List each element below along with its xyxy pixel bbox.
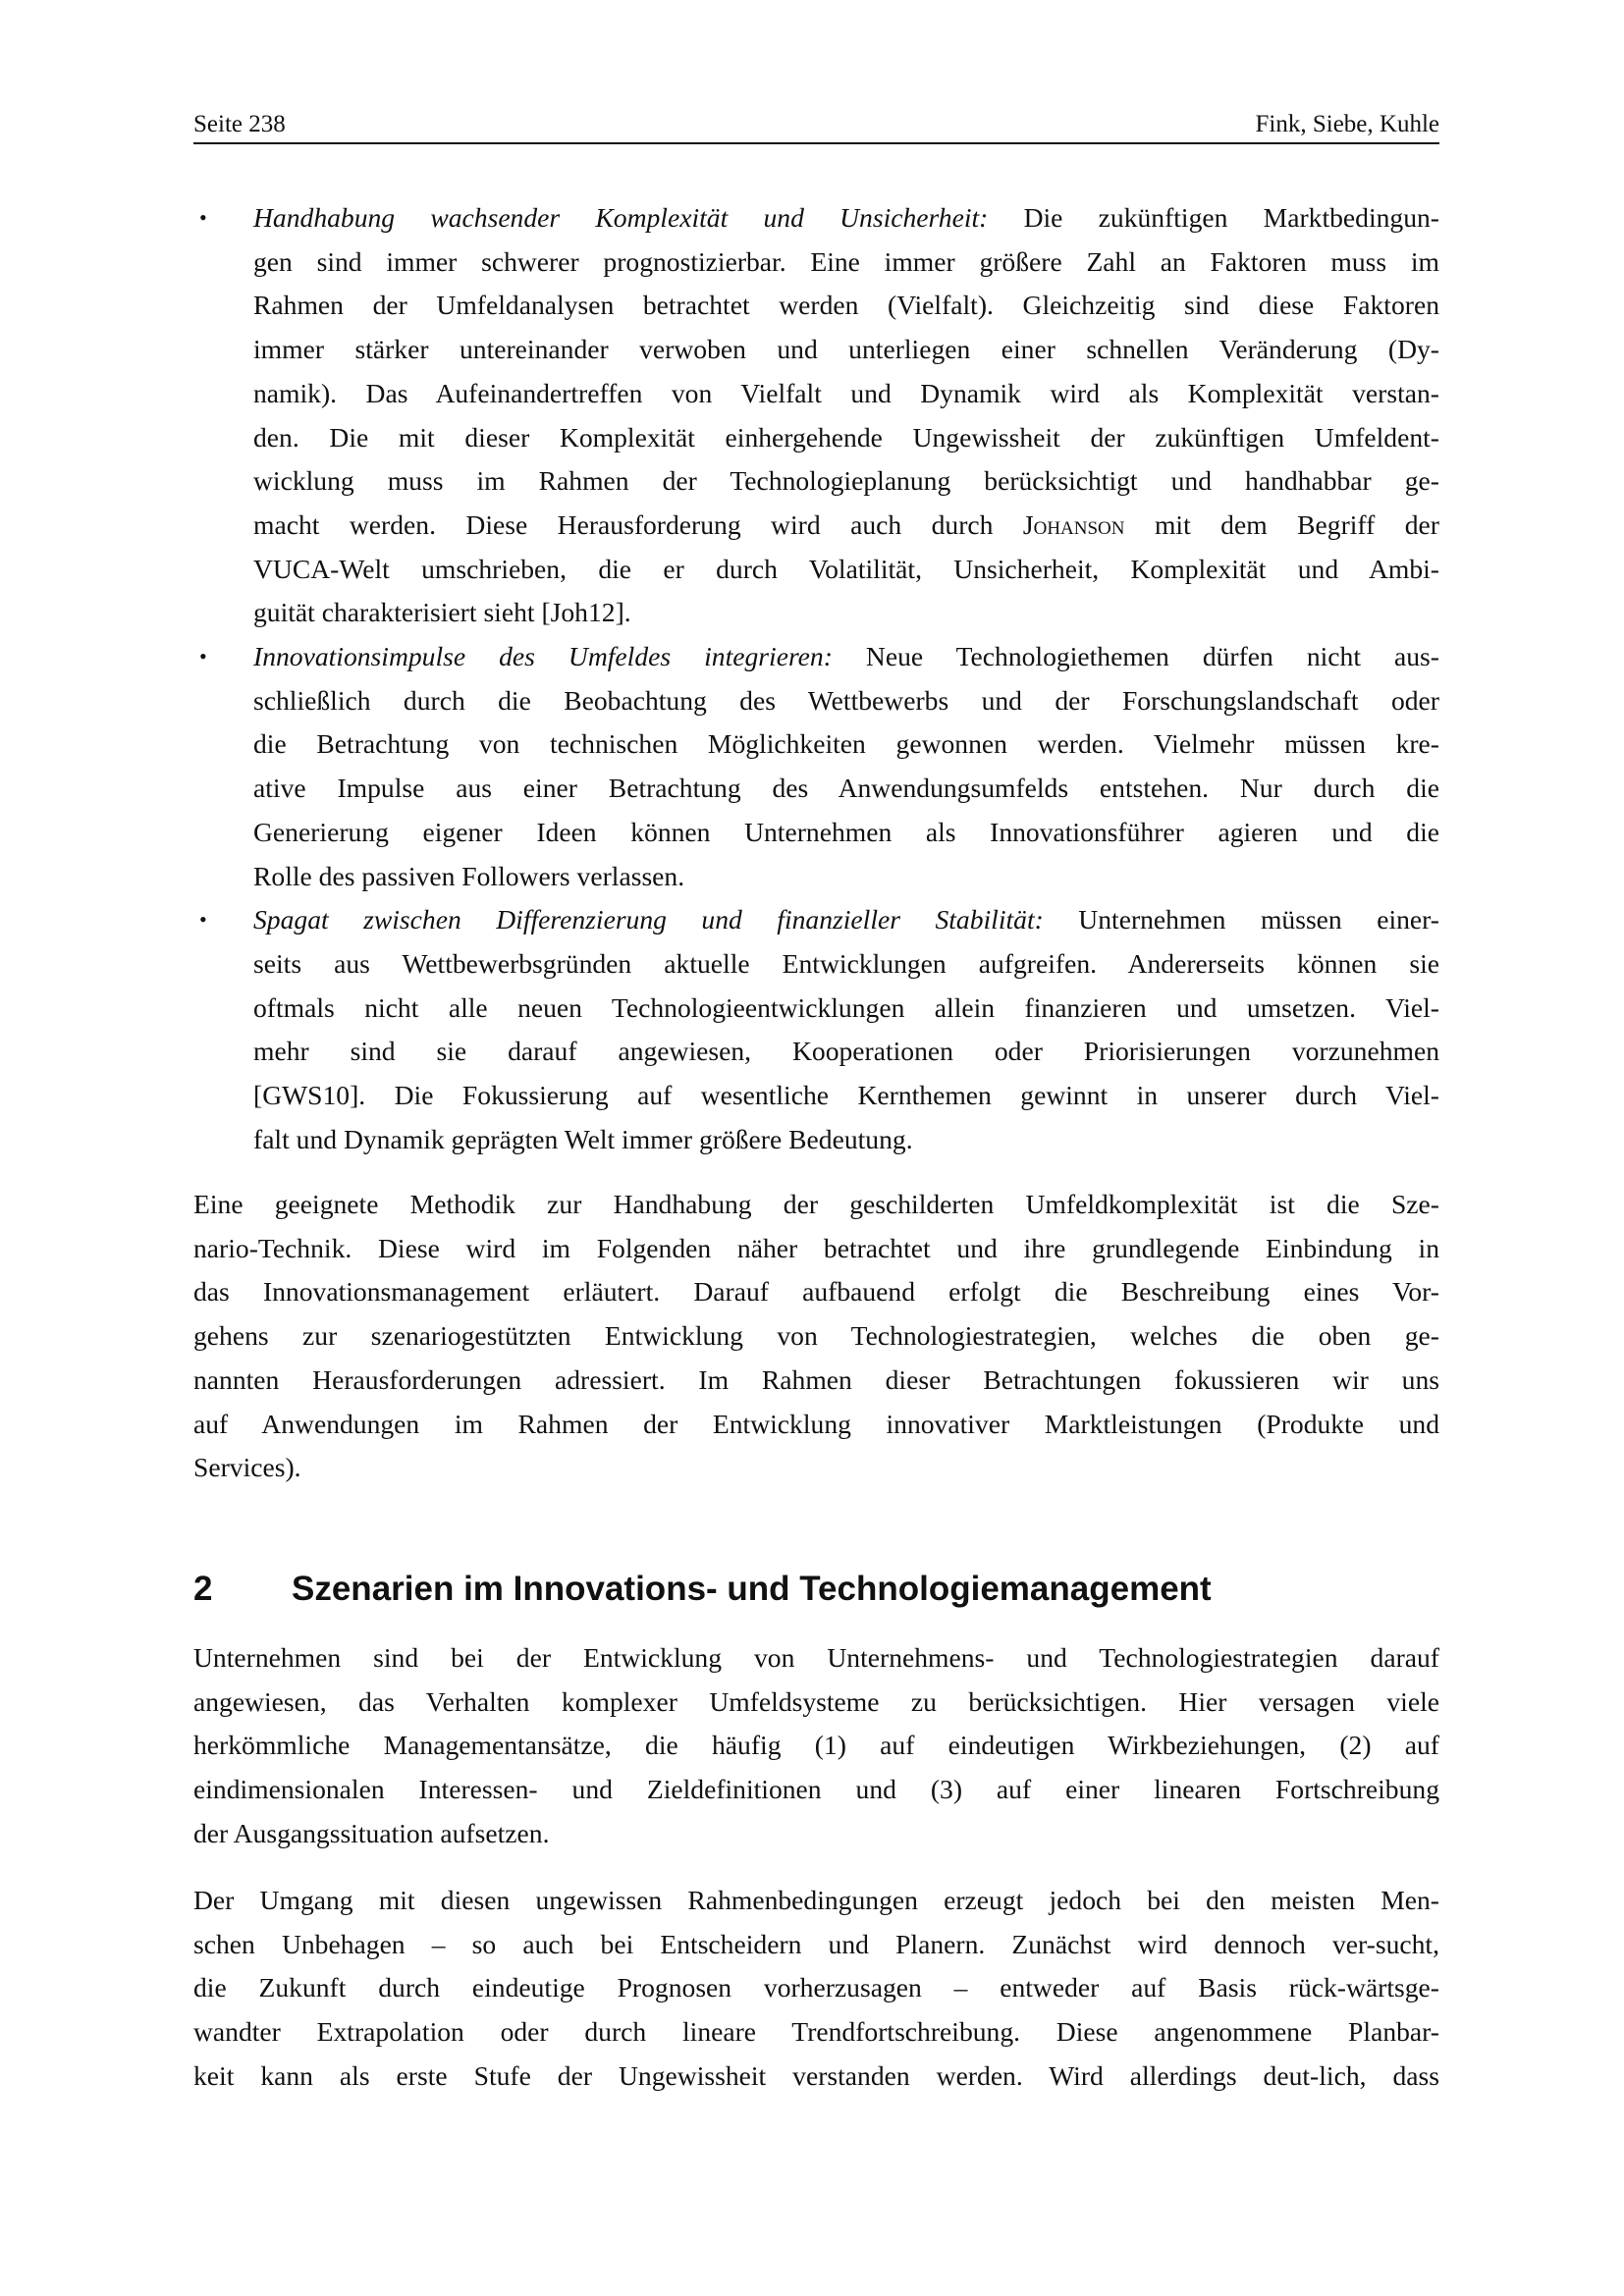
- bullet-icon: •: [199, 644, 207, 669]
- text-line: [253, 504, 1439, 548]
- text: Neue Technologiethemen dürfen nicht aus-: [832, 641, 1439, 672]
- text-line: guität charakterisiert sieht [Joh12].: [253, 597, 631, 628]
- paragraph: [193, 1636, 1439, 1856]
- text-line: oftmals nicht alle neuen Technologieentwicklungen allein finanzieren und umsetzen. Viel-: [253, 991, 1439, 1023]
- text-line: immer stärker untereinander verwoben und unterliegen einer schnellen Veränderung (Dy-: [253, 334, 1439, 365]
- text-line: auf Anwendungen im Rahmen der Entwicklung innovativer Marktleistungen (Produkte und: [193, 1408, 1439, 1439]
- section-heading: [193, 1567, 1212, 1612]
- text-line: Rahmen der Umfeldanalysen betrachtet werden (Vielfalt). Gleichzeitig sind diese Faktoren: [253, 290, 1439, 321]
- text: mit dem Begriff der: [1124, 508, 1439, 540]
- paragraph: [193, 1879, 1439, 2099]
- text-line: [253, 635, 1439, 679]
- text-line: herkömmliche Managementansätze, die häufig (1) auf eindeutigen Wirkbeziehungen, (2) auf: [193, 1730, 1439, 1761]
- section-title: Szenarien im Innovations- und Technologiemanagement: [292, 1570, 1212, 1608]
- text-line: Services).: [193, 1452, 301, 1483]
- text-line: seits aus Wettbewerbsgründen aktuelle Entwicklungen aufgreifen. Andererseits können sie: [253, 947, 1439, 979]
- text-line: die Betrachtung von technischen Möglichkeiten gewonnen werden. Vielmehr müssen kre-: [253, 728, 1439, 760]
- text-line: schen Unbehagen – so auch bei Entscheidern und Planern. Zunächst wird dennoch ver-sucht,: [193, 1928, 1439, 1959]
- paragraph: [193, 1183, 1439, 1490]
- text-line: namik). Das Aufeinandertreffen von Vielfalt und Dynamik wird als Komplexität verstan-: [253, 377, 1439, 408]
- bullet-item: [193, 635, 1439, 898]
- text-line: die Zukunft durch eindeutige Prognosen vorherzusagen – entweder auf Basis rück-wärtsge-: [193, 1972, 1439, 2003]
- bullet-lead: Spagat zwischen Differenzierung und finanzieller Stabilität:: [253, 904, 1044, 935]
- text-line: Der Umgang mit diesen ungewissen Rahmenbedingungen erzeugt jedoch bei den meisten Men-: [193, 1885, 1439, 1915]
- text-line: gehens zur szenariogestützten Entwicklung von Technologiestrategien, welches die oben ge-: [193, 1320, 1439, 1352]
- bullet-icon: •: [199, 205, 207, 230]
- bullet-icon: •: [199, 907, 207, 933]
- text-line: wicklung muss im Rahmen der Technologieplanung berücksichtigt und handhabbar ge-: [253, 465, 1439, 497]
- text-line: gen sind immer schwerer prognostizierbar. Eine immer größere Zahl an Faktoren muss im: [253, 245, 1439, 277]
- text-line: der Ausgangssituation aufsetzen.: [193, 1817, 550, 1848]
- text-line: Unternehmen sind bei der Entwicklung von Unternehmens- und Technologiestrategien darauf: [193, 1642, 1439, 1673]
- text-line: wandter Extrapolation oder durch lineare Trendfortschreibung. Diese angenommene Planbar-: [193, 2016, 1439, 2048]
- text-line: Rolle des passiven Followers verlassen.: [253, 860, 685, 891]
- running-header-authors: Fink, Siebe, Kuhle: [1255, 111, 1439, 137]
- text-line: schließlich durch die Beobachtung des Wettbewerbs und der Forschungslandschaft oder: [253, 684, 1439, 716]
- header-rule: [193, 142, 1439, 144]
- bullet-lead: Innovationsimpulse des Umfeldes integrieren:: [253, 641, 833, 672]
- text-line: den. Die mit dieser Komplexität einhergehende Ungewissheit der zukünftigen Umfeldent-: [253, 421, 1439, 453]
- text-line: ative Impulse aus einer Betrachtung des Anwendungsumfelds entstehen. Nur durch die: [253, 773, 1439, 804]
- text-line: [253, 898, 1439, 942]
- page-number: Seite 238: [193, 111, 286, 137]
- text-line: nario-Technik. Diese wird im Folgenden näher betrachtet und ihre grundlegende Einbindung in: [193, 1232, 1439, 1263]
- text-line: Eine geeignete Methodik zur Handhabung der geschilderten Umfeldkomplexität ist die Sze-: [193, 1189, 1439, 1219]
- text-line: mehr sind sie darauf angewiesen, Kooperationen oder Priorisierungen vorzunehmen: [253, 1036, 1439, 1067]
- text-line: [GWS10]. Die Fokussierung auf wesentliche Kernthemen gewinnt in unserer durch Viel-: [253, 1080, 1439, 1111]
- section-number: 2: [193, 1570, 213, 1608]
- text: Unternehmen müssen einer-: [1043, 904, 1439, 935]
- bullet-item: [193, 898, 1439, 1161]
- text-line: angewiesen, das Verhalten komplexer Umfeldsysteme zu berücksichtigen. Hier versagen viele: [193, 1685, 1439, 1717]
- text-line: [253, 196, 1439, 240]
- text: macht werden. Diese Herausforderung wird auch durch: [253, 508, 1023, 540]
- bullet-lead: Handhabung wachsender Komplexität und Unsicherheit:: [253, 202, 989, 233]
- author-name: Johanson: [1022, 508, 1125, 540]
- text: Die zukünftigen Marktbedingun-: [988, 202, 1439, 233]
- bullet-item: [193, 196, 1439, 635]
- bullet-list: [193, 196, 1439, 1161]
- text-line: das Innovationsmanagement erläutert. Darauf aufbauend erfolgt die Beschreibung eines Vor-: [193, 1276, 1439, 1308]
- text-line: VUCA-Welt umschrieben, die er durch Volatilität, Unsicherheit, Komplexität und Ambi-: [253, 553, 1439, 584]
- text-line: eindimensionalen Interessen- und Zieldefinitionen und (3) auf einer linearen Fortschreibung: [193, 1774, 1439, 1805]
- text-line: keit kann als erste Stufe der Ungewissheit verstanden werden. Wird allerdings deut-lich, dass: [193, 2059, 1439, 2091]
- text-line: falt und Dynamik geprägten Welt immer größere Bedeutung.: [253, 1123, 913, 1154]
- text-line: nannten Herausforderungen adressiert. Im Rahmen dieser Betrachtungen fokussieren wir uns: [193, 1363, 1439, 1395]
- text-line: Generierung eigener Ideen können Unternehmen als Innovationsführer agieren und die: [253, 816, 1439, 847]
